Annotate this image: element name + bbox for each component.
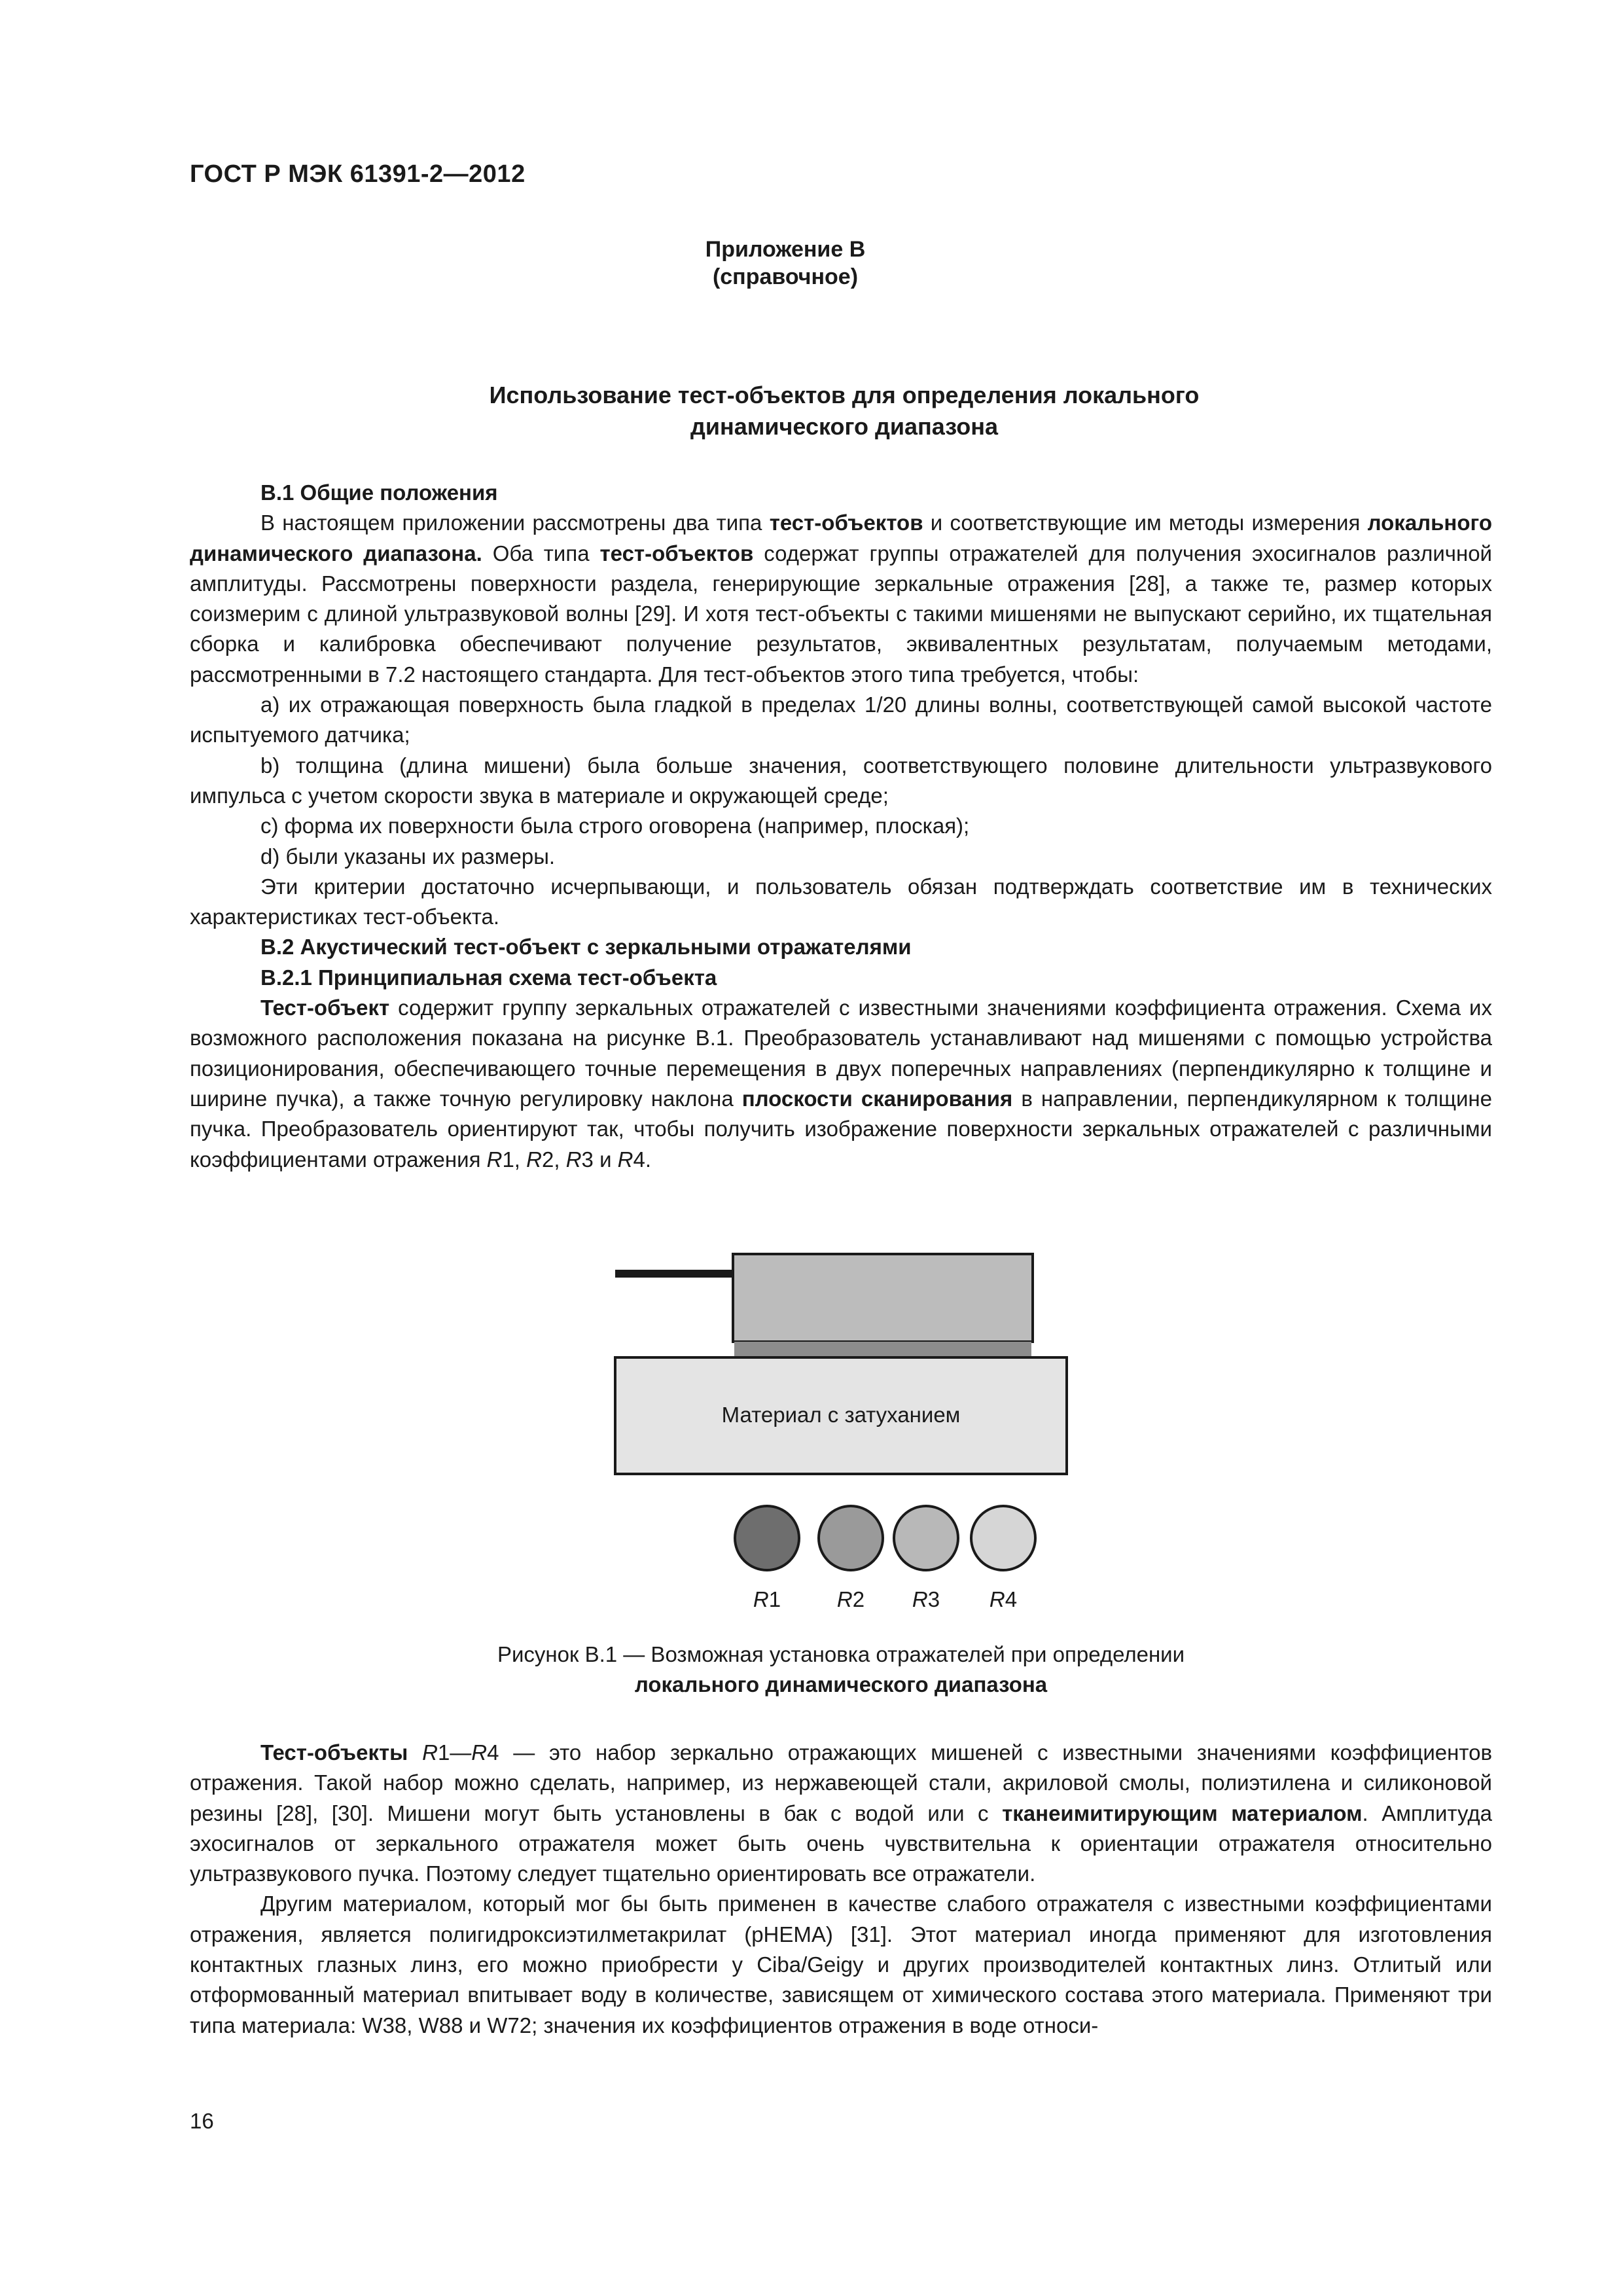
reflector-label-r3: R3 — [912, 1587, 940, 1611]
standard-header: ГОСТ Р МЭК 61391-2—2012 — [190, 160, 526, 188]
reflector-label-r2: R2 — [836, 1587, 865, 1611]
material-label: Материал с затуханием — [721, 1403, 961, 1427]
list-item: а) их отражающая поверхность была гладкой в пределах 1/20 длины волны, соответствующей самой высокой частоте испытуемого датчика; — [190, 692, 1492, 747]
section-b2-heading: В.2 Акустический тест-объект с зеркальными отражателями — [260, 935, 912, 960]
transducer-body — [733, 1254, 1033, 1342]
reflector-label-r1: R1 — [753, 1587, 781, 1611]
list-item: b) толщина (длина мишени) была больше значения, соответствующего половине длительности ультразвукового импульса с учетом скорости звука в материале и окружающей среде; — [190, 753, 1492, 808]
figure-caption-line2: локального динамического диапазона — [634, 1672, 1048, 1696]
reflector-r3 — [894, 1506, 958, 1570]
list-item: с) форма их поверхности была строго оговорена (например, плоская); — [260, 814, 970, 838]
annex-label: Приложение В — [705, 237, 866, 262]
page-number: 16 — [190, 2109, 214, 2133]
annex-title-line2: динамического диапазона — [690, 413, 998, 440]
list-item: d) были указаны их размеры. — [260, 844, 556, 869]
after-figure-text — [190, 1738, 1492, 2041]
section-b21-para: Тест-объект содержит группу зеркальных отражателей с известными значениями коэффициента отражения. Схема их возможного расположения показана на рисунке В.1. Преобразователь устанавливают над мишенями с помощью устройства позиционирования, обеспечивающего точные перемещения в двух поперечных направлениях (перпендикулярно к толщине и ширине пучка), а также точную регулировку наклона плоскости сканирования в направлении, перпендикулярном к толщине пучка. Преобразователь ориентируют так, чтобы получить изображение поверхности зеркальных отражателей с различными коэффициентами отражения R1, R2, R3 и R4. — [190, 996, 1493, 1172]
figure-caption — [190, 1640, 1492, 1700]
transducer-face — [734, 1342, 1031, 1357]
paragraph-targets: Тест-объекты R1—R4 — это набор зеркально отражающих мишеней с известными значениями коэффициентов отражения. Такой набор можно сделать, например, из нержавеющей стали, акриловой смолы, полиэтилена и силиконовой резины [28], [30]. Мишени могут быть установлены в бак с водой или с тканеимитирующим материалом. Амплитуда эхосигналов от зеркального отражателя может быть очень чувствительна к ориентации отражателя относительно ультразвукового пучка. Поэтому следует тщательно ориентировать все отражатели. — [190, 1740, 1492, 1886]
section-b1-heading: В.1 Общие положения — [260, 480, 498, 505]
reflector-r4 — [971, 1506, 1035, 1570]
reflector-r1 — [735, 1506, 799, 1570]
section-b1-intro: В настоящем приложении рассмотрены два типа тест-объектов и соответствующие им методы измерения локального динамического диапазона. Оба типа тест-объектов содержат группы отражателей для получения эхосигналов различной амплитуды. Рассмотрены поверхности раздела, генерирующие зеркальные отражения [28], а также те, размер которых соизмерим с длиной ультразвуковой волны [29]. И хотя тест-объекты с такими мишенями не выпускают серийно, их тщательная сборка и калибровка обеспечивают получение результатов, эквивалентных результатам, получаемым методами, рассмотренными в 7.2 настоящего стандарта. Для тест-объектов этого типа требуется, чтобы: — [190, 511, 1492, 687]
reflector-r2 — [819, 1506, 883, 1570]
paragraph-phema: Другим материалом, который мог бы быть применен в качестве слабого отражателя с известными коэффициентами отражения, является полигидроксиэтилметакрилат (pHEMA) [31]. Этот материал иногда применяют для изготовления контактных глазных линз, его можно приобрести у Ciba/Geigy и других производителей контактных линз. Отлитый или отформованный материал впитывает воду в количестве, зависящем от химического состава этого материала. Применяют три типа материала: W38, W88 и W72; значения их коэффициентов отражения в воде относи- — [190, 1892, 1492, 2037]
annex-status: (справочное) — [712, 264, 859, 289]
figure-caption-line1: Рисунок В.1 — Возможная установка отражателей при определении — [497, 1642, 1185, 1666]
section-b21-heading: В.2.1 Принципиальная схема тест-объекта — [260, 965, 717, 990]
reflector-label-r4: R4 — [989, 1587, 1018, 1611]
annex-title-line1: Использование тест-объектов для определения локального — [489, 382, 1200, 408]
section-b1-closing: Эти критерии достаточно исчерпывающи, и пользователь обязан подтверждать соответствие им в технических характеристиках тест-объекта. — [190, 874, 1492, 929]
